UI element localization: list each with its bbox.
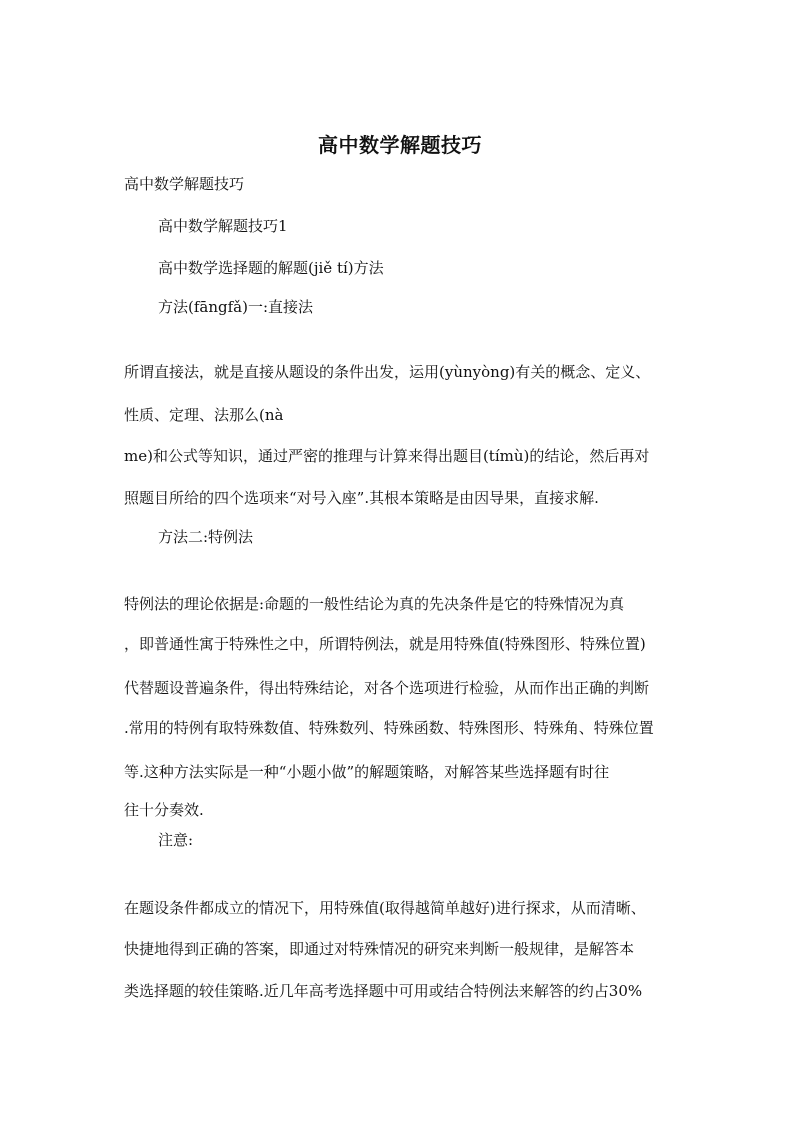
- paragraph-line: 照题目所给的四个选项来“对号入座”.其根本策略是由因导果，直接求解.: [124, 489, 599, 507]
- paragraph-line: 性质、定理、法那么(nà: [124, 406, 284, 424]
- paragraph-line: 快捷地得到正确的答案，即通过对特殊情况的研究来判断一般规律，是解答本: [124, 940, 635, 958]
- paragraph-line: me)和公式等知识，通过严密的推理与计算来得出题目(tímù)的结论，然后再对: [124, 447, 650, 465]
- paragraph-line: 类选择题的较佳策略.近几年高考选择题中可用或结合特例法来解答的约占30%: [124, 982, 643, 1000]
- paragraph-line: 代替题设普遍条件，得出特殊结论，对各个选项进行检验，从而作出正确的判断: [124, 679, 650, 697]
- document-subtitle: 高中数学解题技巧: [124, 175, 245, 193]
- note-heading: 注意:: [158, 831, 194, 849]
- paragraph-line: 在题设条件都成立的情况下，用特殊值(取得越简单越好)进行探求，从而清晰、: [124, 899, 646, 917]
- paragraph-line: 往十分奏效.: [124, 801, 204, 819]
- paragraph-line: .常用的特例有取特殊数值、特殊数列、特殊函数、特殊图形、特殊角、特殊位置: [124, 719, 654, 737]
- method1-heading: 方法(fāngfǎ)一:直接法: [158, 298, 314, 316]
- paragraph-line: 等.这种方法实际是一种“小题小做”的解题策略，对解答某些选择题有时往: [124, 763, 610, 781]
- paragraph-line: 特例法的理论依据是:命题的一般性结论为真的先决条件是它的特殊情况为真: [124, 595, 625, 613]
- paragraph-line: ，即普通性寓于特殊性之中，所谓特例法，就是用特殊值(特殊图形、特殊位置): [124, 635, 646, 653]
- section-topic: 高中数学选择题的解题(jiě tí)方法: [158, 259, 384, 277]
- document-title: 高中数学解题技巧: [318, 133, 482, 157]
- method2-heading: 方法二:特例法: [158, 528, 254, 546]
- paragraph-line: 所谓直接法，就是直接从题设的条件出发，运用(yùnyòng)有关的概念、定义、: [124, 363, 651, 381]
- section-heading: 高中数学解题技巧1: [158, 217, 288, 235]
